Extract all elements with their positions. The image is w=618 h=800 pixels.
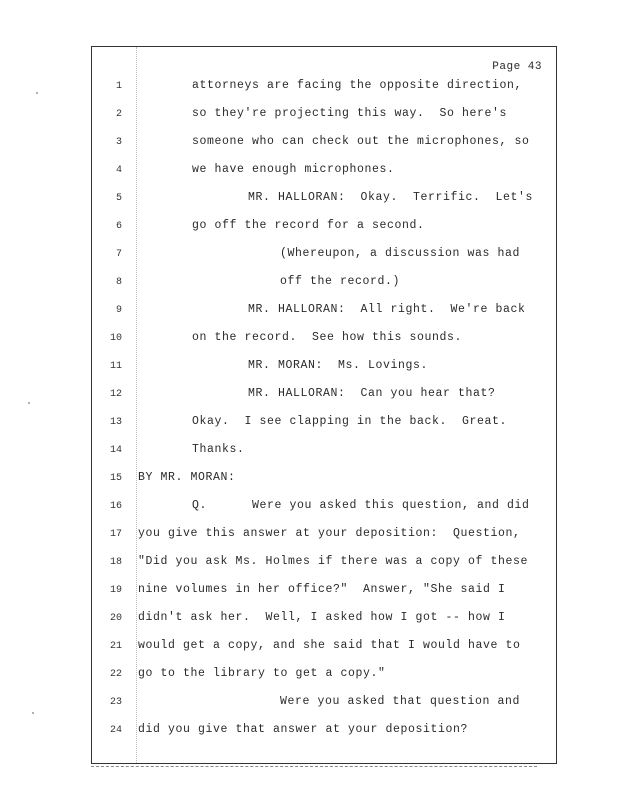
bottom-rule: [91, 766, 537, 767]
transcript-line: [92, 555, 558, 575]
line-number: 7: [115, 249, 122, 260]
line-number: 5: [115, 193, 122, 204]
line-number: 19: [109, 585, 122, 596]
transcript-line: [92, 191, 558, 211]
transcript-line: [92, 163, 558, 183]
line-number: 1: [115, 81, 122, 92]
line-text: did you give that answer at your deposition?: [138, 723, 469, 736]
line-number: 15: [109, 473, 122, 484]
line-text: Okay. I see clapping in the back. Great.: [192, 415, 508, 428]
line-text: MR. MORAN: Ms. Lovings.: [248, 359, 429, 372]
line-text: (Whereupon, a discussion was had: [280, 247, 521, 260]
line-number: 8: [115, 277, 122, 288]
transcript-line: [92, 695, 558, 715]
line-text: nine volumes in her office?" Answer, "She said I: [138, 583, 506, 596]
line-text: Thanks.: [192, 443, 245, 456]
line-text: Q. Were you asked this question, and did: [192, 499, 530, 512]
line-text: on the record. See how this sounds.: [192, 331, 463, 344]
transcript-line: [92, 723, 558, 743]
transcript-line: [92, 247, 558, 267]
line-text: go off the record for a second.: [192, 219, 425, 232]
line-text: BY MR. MORAN:: [138, 471, 236, 484]
line-number: 2: [115, 109, 122, 120]
transcript-line: [92, 639, 558, 659]
line-text: so they're projecting this way. So here's: [192, 107, 508, 120]
transcript-page: [91, 46, 557, 764]
transcript-line: [92, 611, 558, 631]
line-number: 20: [109, 613, 122, 624]
line-text: MR. HALLORAN: All right. We're back: [248, 303, 526, 316]
line-text: we have enough microphones.: [192, 163, 395, 176]
transcript-line: [92, 667, 558, 687]
transcript-line: [92, 79, 558, 99]
line-text: MR. HALLORAN: Okay. Terrific. Let's: [248, 191, 534, 204]
line-number: 17: [109, 529, 122, 540]
transcript-line: [92, 499, 558, 519]
line-text: didn't ask her. Well, I asked how I got -- how I: [138, 611, 506, 624]
line-text: go to the library to get a copy.": [138, 667, 386, 680]
scan-speck: [32, 712, 34, 714]
scan-speck: [28, 402, 30, 404]
line-number: 18: [109, 557, 122, 568]
line-text: would get a copy, and she said that I would have to: [138, 639, 521, 652]
line-text: Were you asked that question and: [280, 695, 521, 708]
transcript-line: [92, 219, 558, 239]
line-text: you give this answer at your deposition: Question,: [138, 527, 521, 540]
line-number: 9: [115, 305, 122, 316]
line-number: 11: [109, 361, 122, 372]
line-text: "Did you ask Ms. Holmes if there was a copy of these: [138, 555, 529, 568]
transcript-line: [92, 135, 558, 155]
line-number: 3: [115, 137, 122, 148]
line-number: 21: [109, 641, 122, 652]
scan-speck: [36, 92, 38, 94]
line-text: someone who can check out the microphones, so: [192, 135, 530, 148]
line-number: 12: [109, 389, 122, 400]
transcript-line: [92, 275, 558, 295]
transcript-line: [92, 443, 558, 463]
line-number: 24: [109, 725, 122, 736]
line-number: 22: [109, 669, 122, 680]
transcript-line: [92, 583, 558, 603]
line-text: attorneys are facing the opposite direction,: [192, 79, 523, 92]
line-number: 23: [109, 697, 122, 708]
transcript-line: [92, 359, 558, 379]
transcript-line: [92, 303, 558, 323]
line-text: MR. HALLORAN: Can you hear that?: [248, 387, 496, 400]
line-number: 4: [115, 165, 122, 176]
transcript-line: [92, 471, 558, 491]
line-number: 10: [109, 333, 122, 344]
transcript-line: [92, 331, 558, 351]
page-number: Page 43: [492, 61, 542, 73]
line-text: off the record.): [280, 275, 401, 288]
transcript-line: [92, 107, 558, 127]
transcript-line: [92, 415, 558, 435]
line-number: 6: [115, 221, 122, 232]
line-number: 13: [109, 417, 122, 428]
transcript-line: [92, 527, 558, 547]
transcript-line: [92, 387, 558, 407]
line-number: 14: [109, 445, 122, 456]
line-number: 16: [109, 501, 122, 512]
